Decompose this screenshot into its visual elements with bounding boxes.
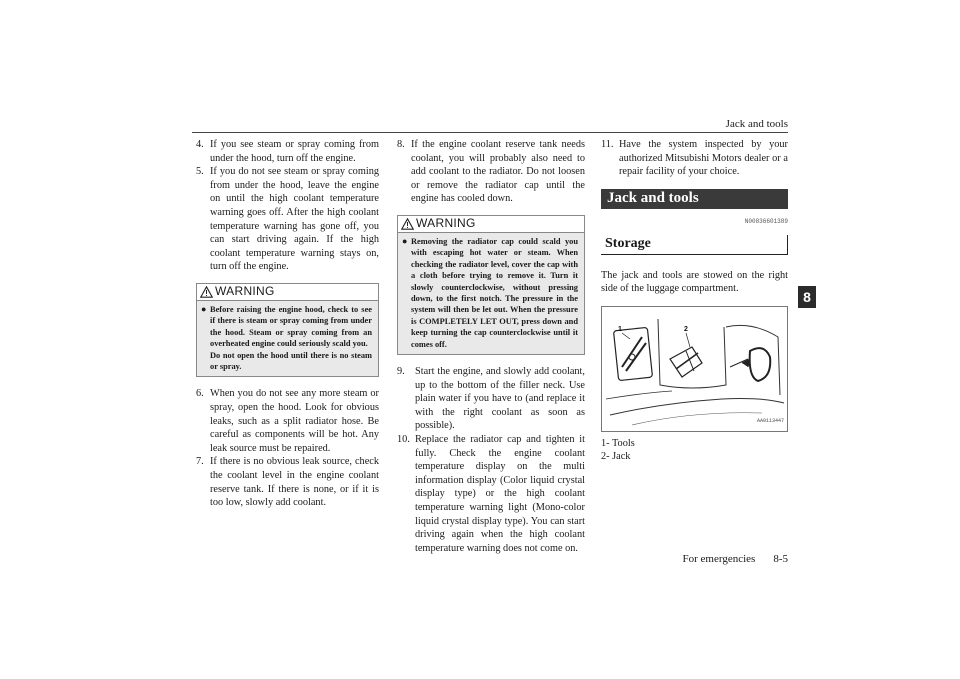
legend-label: Tools xyxy=(611,437,635,449)
column-1 xyxy=(196,138,379,510)
column-3 xyxy=(601,138,788,464)
warning-text-cont: Do not open the hood until there is no steam or spray. xyxy=(210,350,372,371)
page-number: 8-5 xyxy=(773,553,788,565)
legend-item xyxy=(601,450,788,464)
figure-legend xyxy=(601,437,788,464)
warning-header xyxy=(197,284,378,301)
warning-label: WARNING xyxy=(215,284,275,299)
warning-text: Before raising the engine hood, check to see if there is steam or spray coming from under the hood. Steam or spray coming from an overheated engine could seriously scald you. xyxy=(210,304,372,349)
warning-header xyxy=(398,216,584,233)
step-10 xyxy=(397,433,585,555)
callout-2: 2 xyxy=(684,325,688,333)
step-4 xyxy=(196,138,379,165)
step-number: 7. xyxy=(196,456,204,468)
step-6 xyxy=(196,387,379,455)
legend-item xyxy=(601,437,788,451)
subsection-heading: Storage xyxy=(601,235,788,255)
luggage-compartment-illustration xyxy=(601,306,788,432)
step-9 xyxy=(397,365,585,433)
step-text: If there is no obvious leak source, check the coolant level in the engine coolant reserve tank. If there is none, or if it is too low, slowly add coolant. xyxy=(210,456,379,509)
warning-text: Removing the radiator cap could scald you with escaping hot water or steam. When checking the radiator level, cover the cap with a cloth before trying to remove it. Turn it slowly counterclockwise, without pressing down, to the first notch. The pressure in the system will then be let out. When the pressure is COMPLETELY LET OUT, press down and keep turning the cap counterclockwise until it comes off. xyxy=(411,236,578,349)
step-5 xyxy=(196,165,379,274)
section-heading: Jack and tools xyxy=(601,189,788,210)
step-text: If you do not see steam or spray coming from under the hood, leave the engine on until the high coolant temperature warning goes off. After the high coolant temperature warning has gone off, you can start driving again. If the high coolant temperature warning stays on, turn off the engine. xyxy=(210,166,379,273)
step-text: If you see steam or spray coming from under the hood, turn off the engine. xyxy=(210,139,379,164)
chapter-tab: 8 xyxy=(798,286,816,308)
step-text: If the engine coolant reserve tank needs coolant, you will probably also need to add coolant to the radiator. Do not loosen or remove the radiator cap until the engine has cooled down. xyxy=(411,139,585,205)
document-code: N00836601389 xyxy=(744,218,788,226)
legend-number: 2- xyxy=(601,451,610,463)
warning-triangle-icon xyxy=(401,218,414,230)
warning-label: WARNING xyxy=(416,216,476,231)
step-text: Start the engine, and slowly add coolant, up to the bottom of the filler neck. Use plain water if you have to (and replace it with the right coolant as soon as possible). xyxy=(415,366,585,432)
step-number: 6. xyxy=(196,388,204,400)
header-rule xyxy=(192,132,788,133)
step-number: 9. xyxy=(397,366,405,378)
step-8 xyxy=(397,138,585,206)
step-11 xyxy=(601,138,788,179)
step-number: 5. xyxy=(196,166,204,178)
storage-paragraph: The jack and tools are stowed on the right side of the luggage compartment. xyxy=(601,269,788,295)
step-text: When you do not see any more steam or spray, open the hood. Look for obvious leaks, such as a split radiator hose. Be careful as components will be hot. Any leak source must be repaired. xyxy=(210,388,379,454)
warning-body xyxy=(197,301,378,376)
bullet-icon: ● xyxy=(402,235,408,246)
legend-number: 1- xyxy=(601,437,610,449)
step-number: 11. xyxy=(601,139,614,150)
step-text: Have the system inspected by your authorized Mitsubishi Motors dealer or a repair facility of your choice. xyxy=(619,139,788,178)
step-number: 4. xyxy=(196,139,204,150)
warning-body xyxy=(398,233,584,354)
running-header: Jack and tools xyxy=(725,118,788,130)
page-footer xyxy=(683,553,788,565)
legend-label: Jack xyxy=(612,451,631,463)
warning-triangle-icon xyxy=(200,286,213,298)
callout-1: 1 xyxy=(618,325,622,333)
figure-id: AA0113447 xyxy=(756,418,784,425)
luggage-compartment-drawing xyxy=(602,307,787,431)
step-number: 8. xyxy=(397,139,405,150)
bullet-icon: ● xyxy=(201,303,207,314)
column-2 xyxy=(397,138,585,555)
step-number: 10. xyxy=(397,434,410,445)
footer-section: For emergencies xyxy=(682,553,756,565)
step-7 xyxy=(196,455,379,509)
step-text: Replace the radiator cap and tighten it fully. Check the engine coolant temperature display on the multi information display (Color liquid crystal display type) or the high coolant temperature warning light (Mono-color liquid crystal display type). You can start driving again when the high coolant temperature warning does not come on. xyxy=(415,434,585,554)
warning-box xyxy=(196,283,379,377)
warning-box xyxy=(397,215,585,355)
